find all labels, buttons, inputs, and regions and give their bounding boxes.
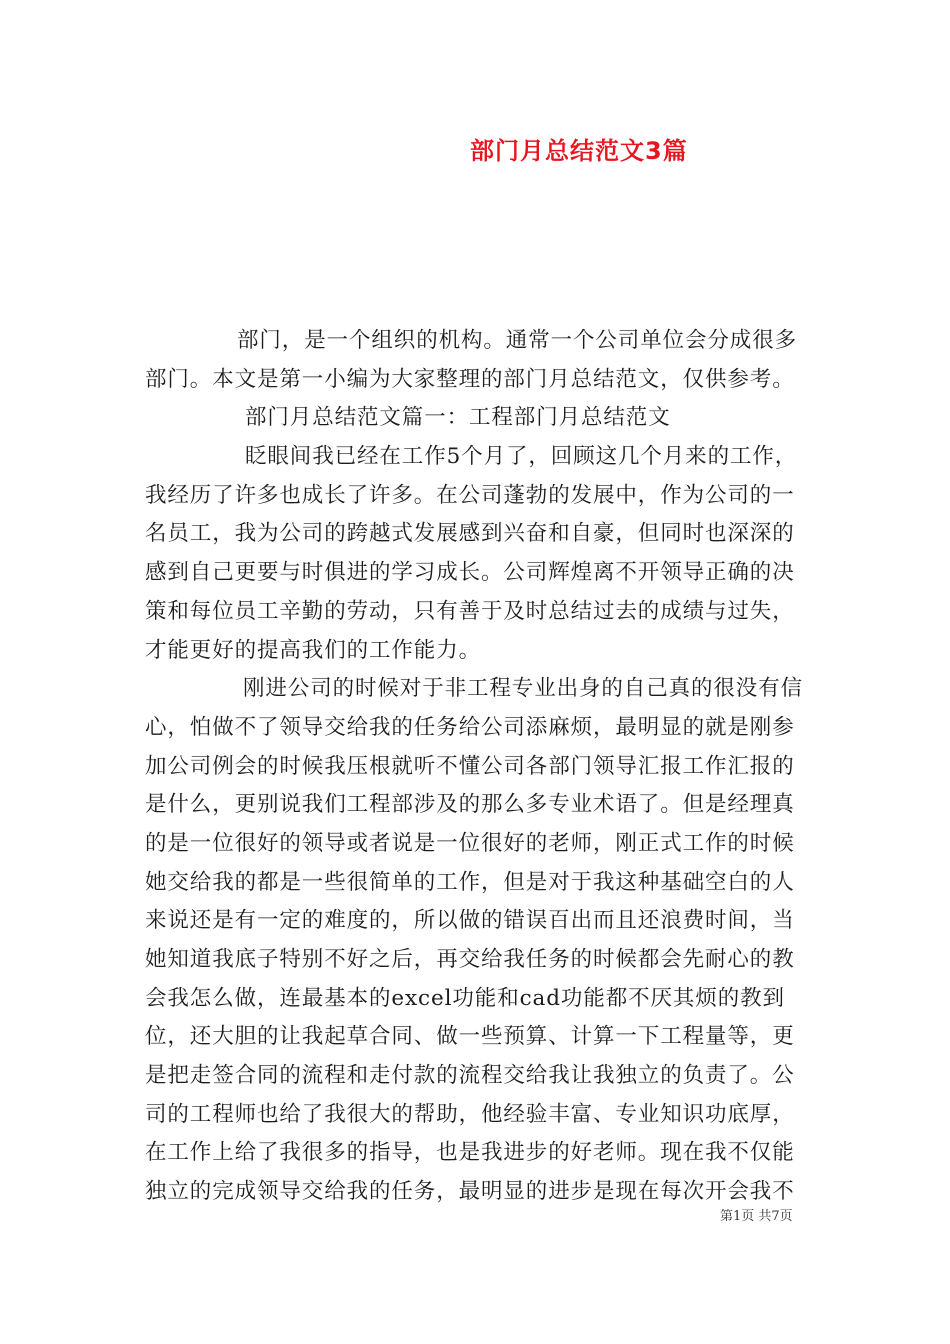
paragraph-line: 感到自己更要与时俱进的学习成长。公司辉煌离不开领导正确的决 — [145, 560, 795, 586]
page-footer-number: 第1页 共7页 — [720, 1209, 793, 1224]
paragraph-line: 位，还大胆的让我起草合同、做一些预算、计算一下工程量等，更 — [145, 1024, 795, 1050]
document-title: 部门月总结范文3篇 — [470, 137, 688, 165]
paragraph-line: 她交给我的都是一些很简单的工作，但是对于我这种基础空白的人 — [145, 869, 795, 895]
paragraph-line: 心，怕做不了领导交给我的任务给公司添麻烦，最明显的就是刚参 — [145, 714, 795, 740]
paragraph-line: 部门，是一个组织的机构。通常一个公司单位会分成很多 — [237, 328, 798, 353]
paragraph-line: 是把走签合同的流程和走付款的流程交给我让我独立的负责了。公 — [145, 1063, 795, 1089]
paragraph-line: 眨眼间我已经在工作5个月了，回顾这几个月来的工作， — [245, 444, 798, 470]
paragraph-line: 策和每位员工辛勤的劳动，只有善于及时总结过去的成绩与过失， — [145, 598, 795, 624]
paragraph-line: 会我怎么做，连最基本的excel功能和cad功能都不厌其烦的教到 — [145, 985, 785, 1011]
paragraph-line: 独立的完成领导交给我的任务，最明显的进步是现在每次开会我不 — [145, 1179, 795, 1205]
paragraph-line: 部门。本文是第一小编为大家整理的部门月总结范文，仅供参考。 — [145, 366, 795, 392]
paragraph-line: 加公司例会的时候我压根就听不懂公司各部门领导汇报工作汇报的 — [145, 753, 795, 779]
paragraph-line: 名员工，我为公司的跨越式发展感到兴奋和自豪，但同时也深深的 — [145, 521, 795, 547]
paragraph-line: 部门月总结范文篇一：工程部门月总结范文 — [245, 405, 671, 431]
paragraph-line: 司的工程师也给了我很大的帮助，他经验丰富、专业知识功底厚， — [145, 1101, 795, 1127]
paragraph-line: 来说还是有一定的难度的，所以做的错误百出而且还浪费时间，当 — [145, 908, 795, 934]
paragraph-line: 才能更好的提高我们的工作能力。 — [145, 637, 482, 663]
paragraph-line: 是什么，更别说我们工程部涉及的那么多专业术语了。但是经理真 — [145, 792, 795, 818]
document-body — [145, 322, 810, 1212]
paragraph-line: 我经历了许多也成长了许多。在公司蓬勃的发展中，作为公司的一 — [145, 482, 795, 508]
paragraph-line: 刚进公司的时候对于非工程专业出身的自己真的很没有信 — [243, 676, 804, 702]
paragraph-line: 的是一位很好的领导或者说是一位很好的老师，刚正式工作的时候 — [145, 830, 795, 856]
paragraph-line: 在工作上给了我很多的指导，也是我进步的好老师。现在我不仅能 — [145, 1140, 795, 1166]
paragraph-line: 她知道我底子特别不好之后，再交给我任务的时候都会先耐心的教 — [145, 947, 795, 972]
